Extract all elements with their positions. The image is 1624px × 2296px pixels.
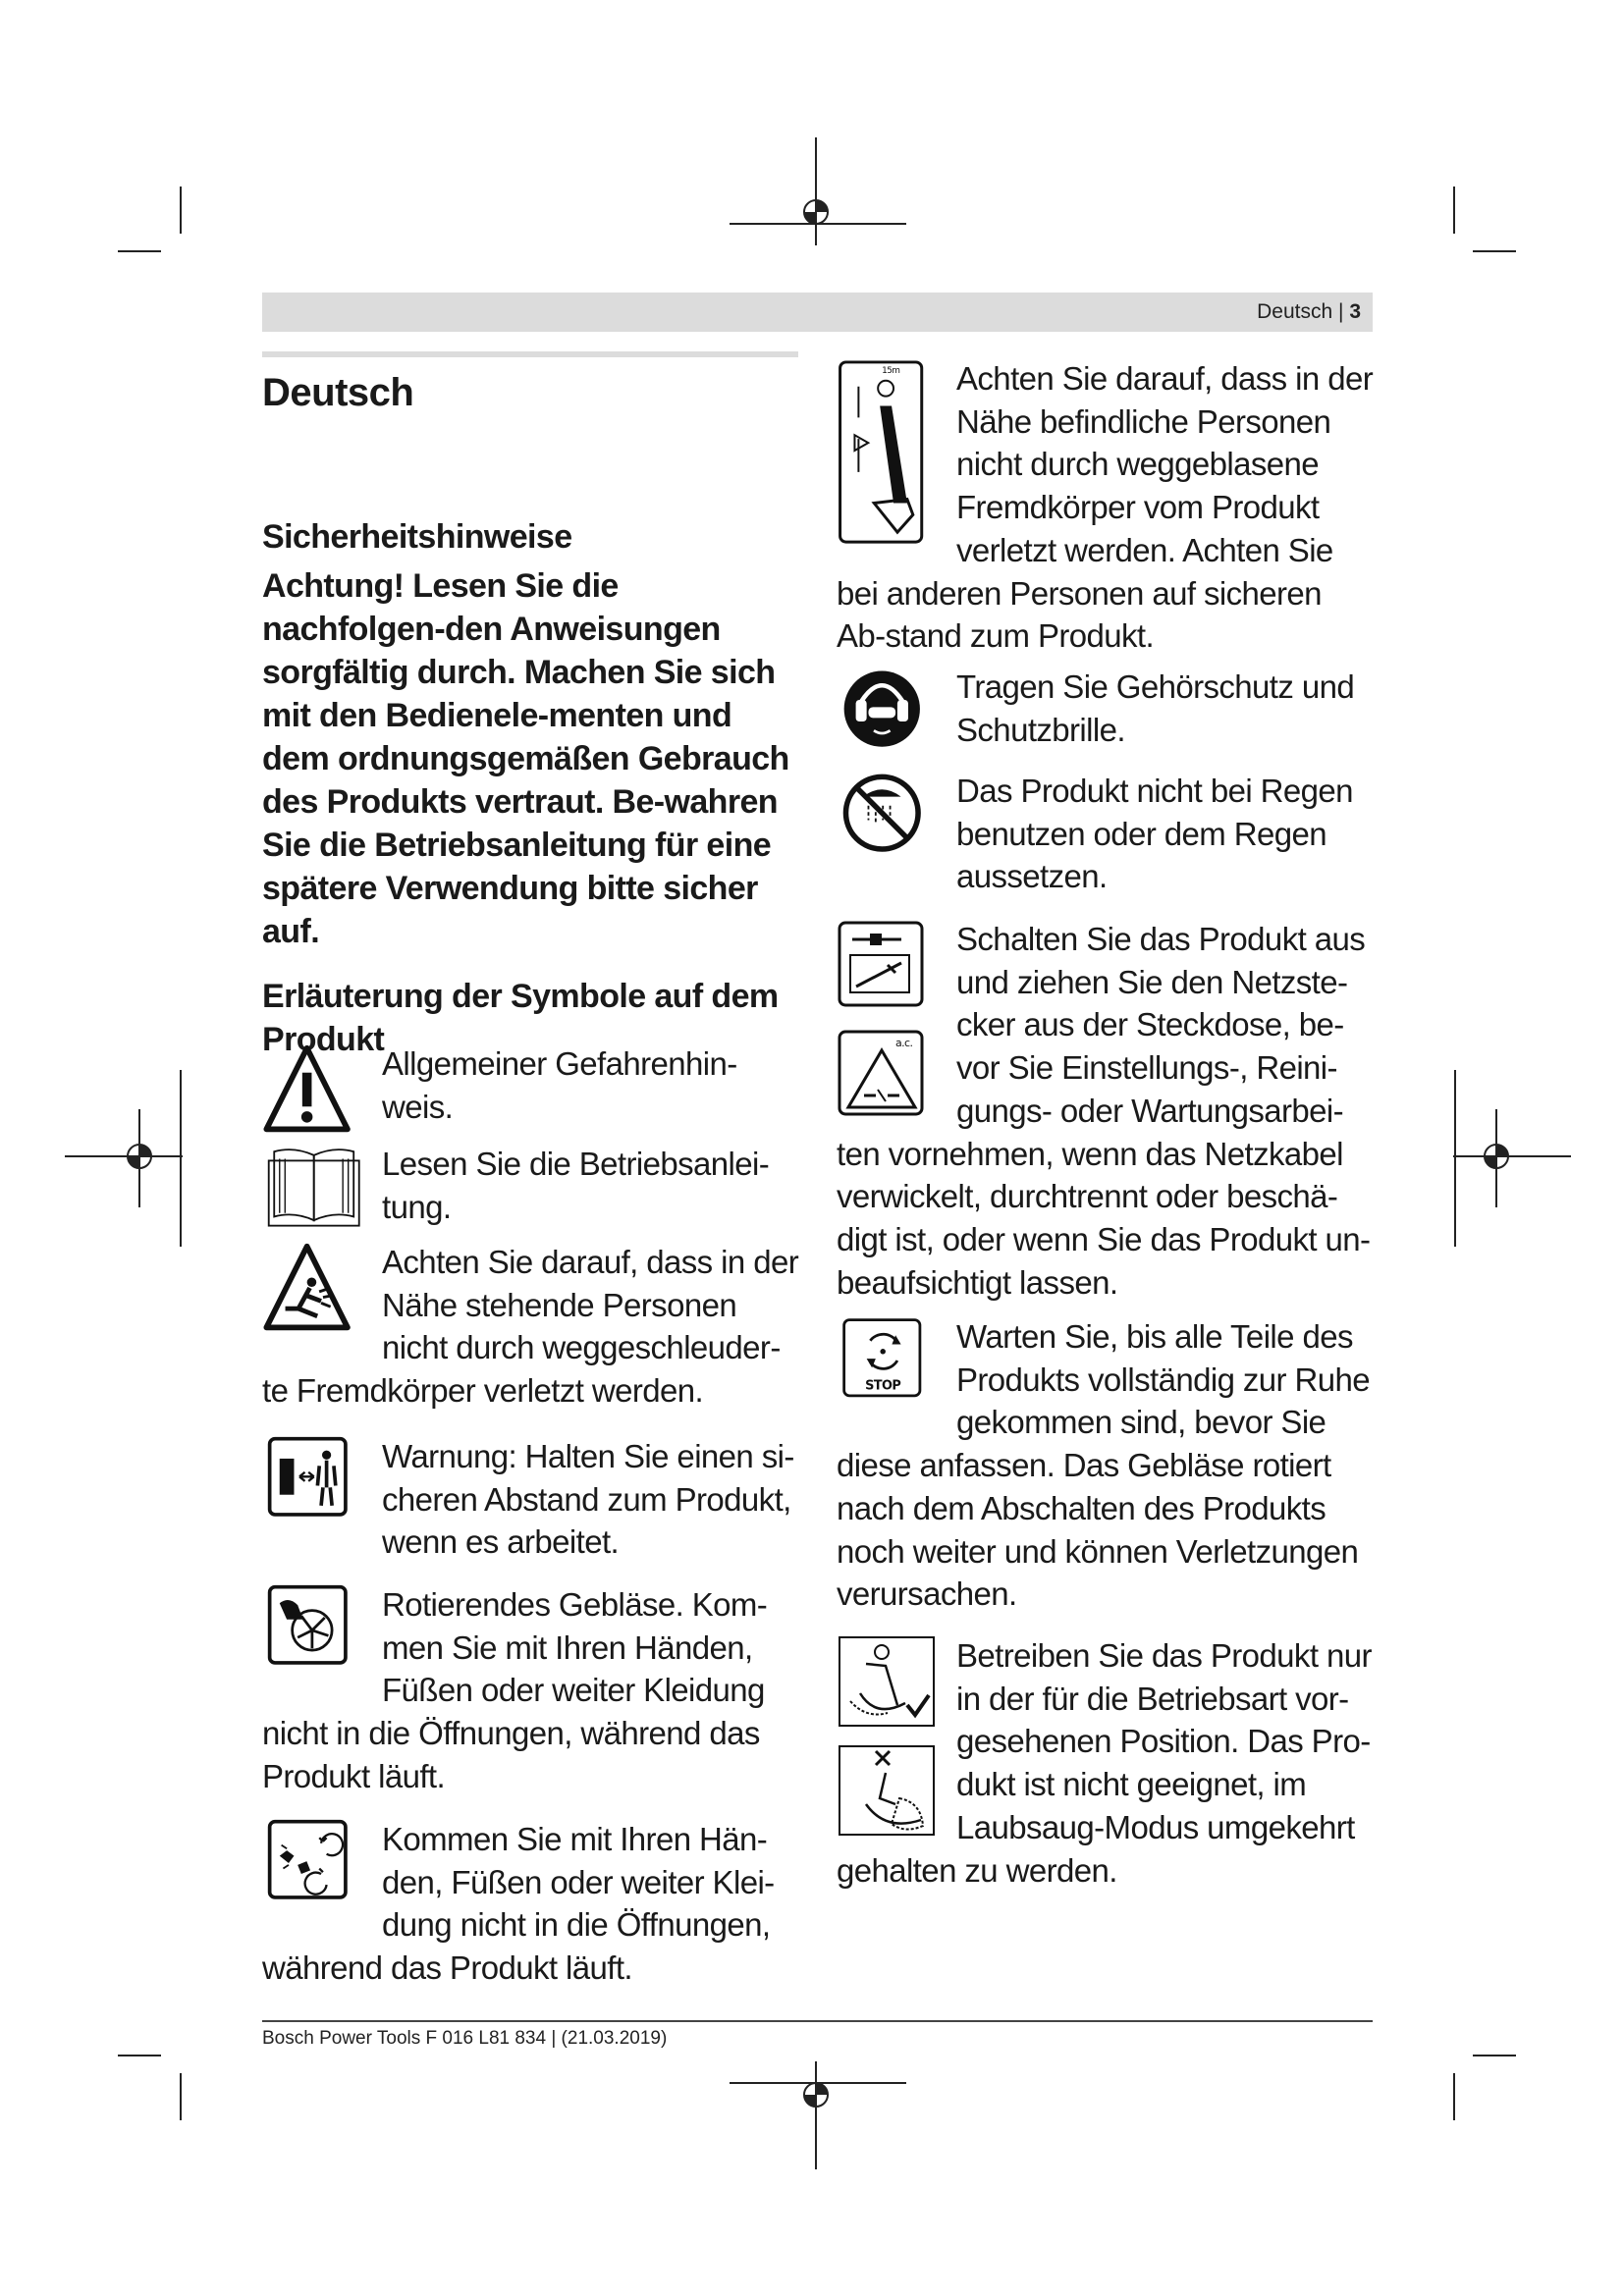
- page-number: 3: [1349, 300, 1361, 323]
- position-icon-group: [837, 1634, 956, 1841]
- footer-rule: [262, 2020, 1373, 2022]
- registration-mark-right: [1453, 1070, 1571, 1247]
- wait-stop-icon: [837, 1315, 956, 1406]
- svg-text:a.c.: a.c.: [895, 1036, 913, 1049]
- unplug-icon: [837, 918, 956, 1016]
- symbol-entry: [262, 1435, 800, 1564]
- symbol-entry: [837, 666, 1375, 756]
- entry-text: Warten Sie, bis alle Teile des Produkts vollständig zur Ruhe gekommen sind, bevor Sie diese anfassen. Das Gebläse rotiert nach dem Abschalten des Produkts noch weiter und können Verletzungen verursachen.: [837, 1318, 1370, 1613]
- entry-text: Achten Sie darauf, dass in der Nähe befindliche Personen nicht durch weggeblasene Fremdkörper vom Produkt verletzt werden. Achten Sie bei anderen Personen auf sicheren Ab-stand zum Produkt.: [837, 360, 1374, 655]
- damaged-cable-icon: [837, 1027, 956, 1125]
- unplug-icon-group: [837, 918, 956, 1114]
- entry-text: Lesen Sie die Betriebsanlei-tung.: [382, 1146, 770, 1225]
- entry-text: Das Produkt nicht bei Regen benutzen oder dem Regen aussetzen.: [956, 773, 1353, 895]
- symbol-entry: [262, 1042, 800, 1137]
- flying-debris-icon: [262, 1241, 382, 1335]
- symbol-entry: [837, 1315, 1375, 1616]
- entry-text: Achten Sie darauf, dass in der Nähe stehende Personen nicht durch weggeschleuder-te Fremdkörper verletzt werden.: [262, 1244, 799, 1410]
- symbol-entry: [837, 357, 1375, 658]
- symbols-heading: Erläuterung der Symbole auf dem Produkt: [262, 978, 779, 1058]
- warning-triangle-icon: [262, 1042, 382, 1137]
- wrong-position-icon: [837, 1743, 956, 1842]
- keep-distance-icon: [262, 1435, 382, 1525]
- rotating-fan-icon: [262, 1583, 382, 1674]
- bystander-distance-icon: [837, 357, 956, 552]
- registration-mark-left: [65, 1070, 183, 1247]
- entry-text: Schalten Sie das Produkt aus und ziehen Sie den Netzste-cker aus der Steckdose, be-vor Sie Einstellungs-, Reini-gungs- oder Wartungsarbei-ten vornehmen, wenn das Netzkabel verwickelt, durchtrennt oder beschä-digt ist, oder wenn Sie das Produkt un-beaufsichtigt lassen.: [837, 921, 1371, 1301]
- svg-text:15m: 15m: [882, 365, 900, 376]
- entry-text: Betreiben Sie das Produkt nur in der für die Betriebsart vor-gesehenen Position. Das Pro-dukt ist nicht geeignet, im Laubsaug-Modus umgekehrt gehalten zu werden.: [837, 1637, 1372, 1889]
- manual-book-icon: [262, 1143, 382, 1233]
- symbol-entry: [837, 1634, 1375, 1892]
- title-rule: [262, 351, 798, 357]
- entry-text: Warnung: Halten Sie einen si-cheren Abstand zum Produkt, wenn es arbeitet.: [382, 1438, 794, 1561]
- left-column: [262, 515, 800, 1061]
- no-rain-icon: [837, 770, 956, 860]
- symbol-entry: [262, 1143, 800, 1233]
- registration-mark-top: [730, 137, 906, 245]
- symbol-entry: [262, 1818, 800, 1990]
- registration-mark-bottom: [730, 2061, 906, 2169]
- correct-position-icon: [837, 1634, 956, 1733]
- symbol-entry: [262, 1583, 800, 1798]
- entry-text: Tragen Sie Gehörschutz und Schutzbrille.: [956, 668, 1355, 748]
- symbol-entry: [262, 1241, 800, 1413]
- header-language: Deutsch | 3: [1257, 300, 1361, 323]
- page-header: [262, 293, 1373, 332]
- footer-text: Bosch Power Tools F 016 L81 834 | (21.03.2019): [262, 2028, 668, 2049]
- warning-text: Achtung! Lesen Sie die nachfolgen-den Anweisungen sorgfältig durch. Machen Sie sich mit den Bedienele-menten und dem ordnungsgemäßen Gebrauch des Produkts vertraut. Be-wahren Sie die Betriebsanleitung für eine spätere Verwendung bitte sicher auf.: [262, 567, 789, 950]
- hands-feet-icon: [262, 1818, 382, 1908]
- svg-text:STOP: STOP: [865, 1378, 901, 1394]
- symbol-entry: [837, 918, 1375, 1304]
- ear-eye-protection-icon: [837, 666, 956, 756]
- entry-text: Allgemeiner Gefahrenhin-weis.: [382, 1045, 737, 1125]
- symbol-entry: [837, 770, 1375, 898]
- entry-text: Rotierendes Gebläse. Kom-men Sie mit Ihren Händen, Füßen oder weiter Kleidung nicht in die Öffnungen, während das Produkt läuft.: [262, 1586, 768, 1794]
- section-heading: Sicherheitshinweise: [262, 518, 572, 556]
- page-title: Deutsch: [262, 371, 414, 414]
- entry-text: Kommen Sie mit Ihren Hän-den, Füßen oder weiter Klei-dung nicht in die Öffnungen, während das Produkt läuft.: [262, 1821, 775, 1987]
